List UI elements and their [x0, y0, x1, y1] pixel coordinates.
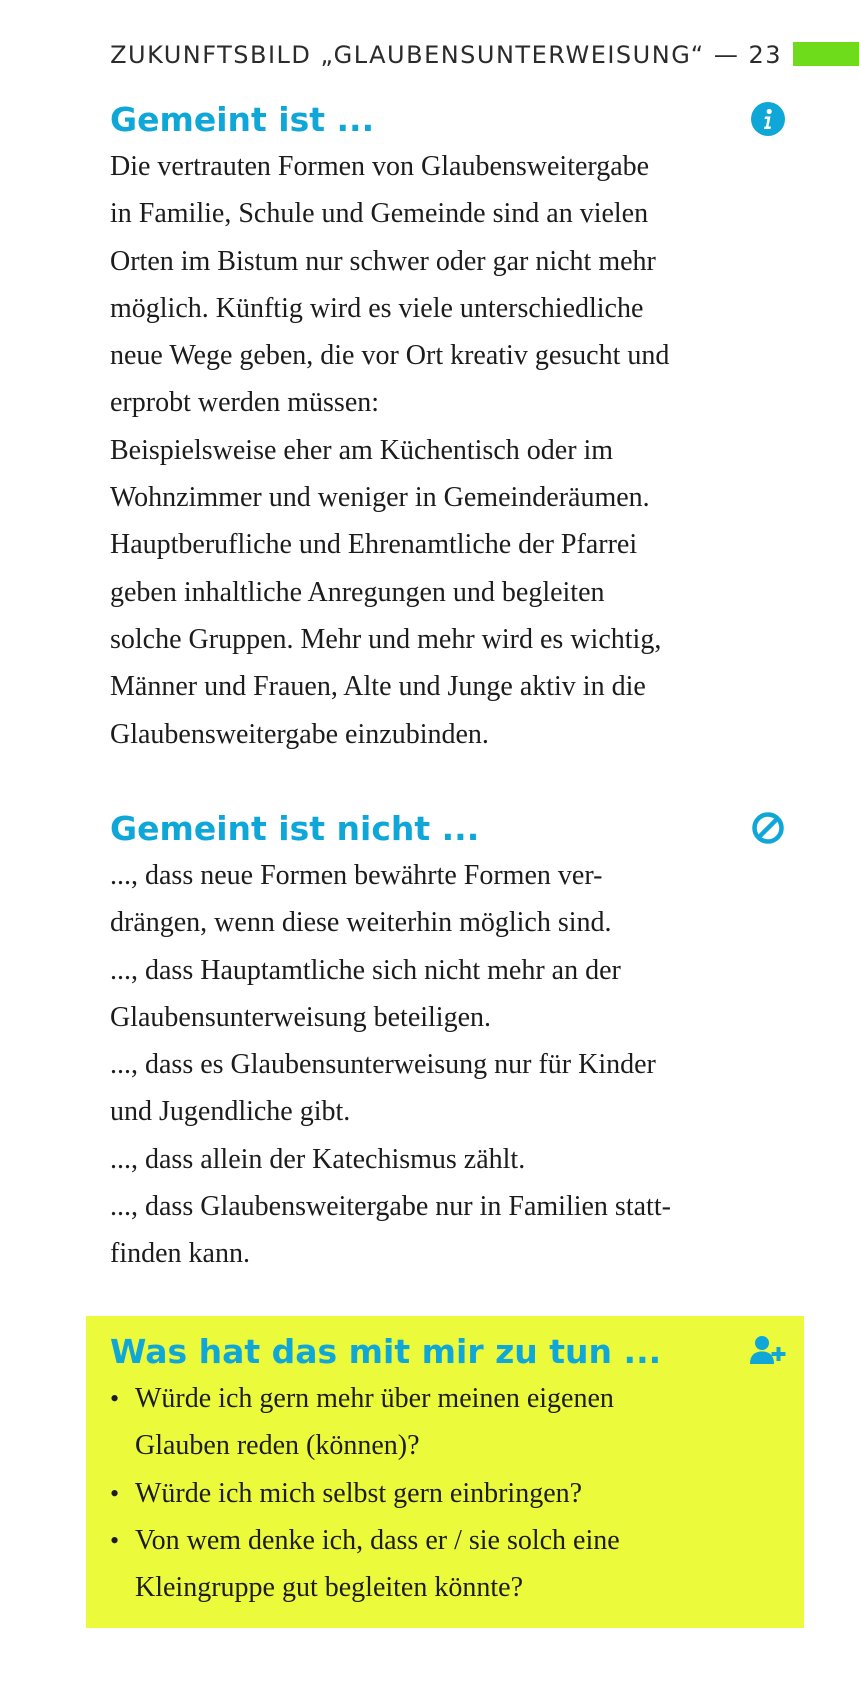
body-line: solche Gruppen. Mehr und mehr wird es wichtig,: [110, 623, 662, 655]
list-item-line: ..., dass es Glaubensunterweisung nur für Kinder: [110, 1049, 656, 1081]
list-item: [110, 1470, 785, 1517]
list-item: [110, 1375, 785, 1470]
list-item-line: drängen, wenn diese weiterhin möglich sind.: [110, 907, 612, 939]
list-item-line: Glauben reden (können)?: [135, 1430, 420, 1462]
list-item-line: finden kann.: [110, 1238, 250, 1270]
section-me: [110, 1329, 785, 1611]
body-line: Glaubensweitergabe einzubinden.: [110, 718, 489, 750]
list-item: [110, 852, 785, 947]
prohibited-icon: [751, 811, 785, 845]
page-accent-bar: [793, 42, 859, 66]
body-line: Orten im Bistum nur schwer oder gar nicht mehr: [110, 245, 656, 277]
heading-meant: Gemeint ist ...: [110, 100, 375, 139]
list-item: [110, 1517, 785, 1612]
body-line: erprobt werden müssen:: [110, 387, 380, 419]
list-item: [110, 1136, 785, 1183]
reflection-list: [110, 1375, 785, 1611]
list-item-line: Kleingruppe gut begleiten könnte?: [135, 1572, 523, 1604]
info-icon: [751, 102, 785, 136]
section-meant-body: [110, 143, 785, 758]
list-item: [110, 1041, 785, 1136]
list-item-line: Glaubensunterweisung beteiligen.: [110, 1001, 492, 1033]
body-line: in Familie, Schule und Gemeinde sind an vielen: [110, 198, 649, 230]
list-item-line: • Würde ich gern mehr über meinen eigenen: [135, 1383, 614, 1414]
list-item-line: ..., dass neue Formen bewährte Formen ver-: [110, 860, 603, 891]
heading-not-meant: Gemeint ist nicht ...: [110, 809, 480, 848]
list-item-line: • Würde ich mich selbst gern einbringen?: [135, 1477, 583, 1509]
list-item: [110, 947, 785, 1042]
add-user-icon: [749, 1334, 787, 1368]
heading-me: Was hat das mit mir zu tun ...: [110, 1332, 662, 1371]
body-line: Beispielsweise eher am Küchentisch oder im: [110, 434, 614, 466]
list-item-line: ..., dass allein der Katechismus zählt.: [110, 1143, 526, 1175]
list-item: [110, 1183, 785, 1278]
list-item-line: ..., dass Hauptamtliche sich nicht mehr an der: [110, 954, 621, 986]
body-line: Wohnzimmer und weniger in Gemeinderäumen.: [110, 482, 650, 514]
body-line: Die vertrauten Formen von Glaubensweitergabe: [110, 151, 650, 182]
section-not-meant: [110, 806, 785, 1278]
list-item-line: ..., dass Glaubensweitergabe nur in Familien statt-: [110, 1191, 671, 1223]
page-header: [0, 38, 859, 72]
body-line: möglich. Künftig wird es viele unterschiedliche: [110, 292, 644, 324]
list-item-line: und Jugendliche gibt.: [110, 1096, 351, 1128]
body-line: Hauptberufliche und Ehrenamtliche der Pfarrei: [110, 529, 638, 561]
body-line: Männer und Frauen, Alte und Junge aktiv in die: [110, 671, 646, 703]
not-meant-list: [110, 852, 785, 1278]
running-title: ZUKUNFTSBILD „GLAUBENSUNTERWEISUNG“ — 23: [110, 41, 782, 69]
list-item-line: • Von wem denke ich, dass er / sie solch eine: [135, 1524, 620, 1556]
body-line: neue Wege geben, die vor Ort kreativ gesucht und: [110, 340, 670, 372]
section-meant: [110, 97, 785, 758]
body-line: geben inhaltliche Anregungen und begleiten: [110, 576, 605, 608]
